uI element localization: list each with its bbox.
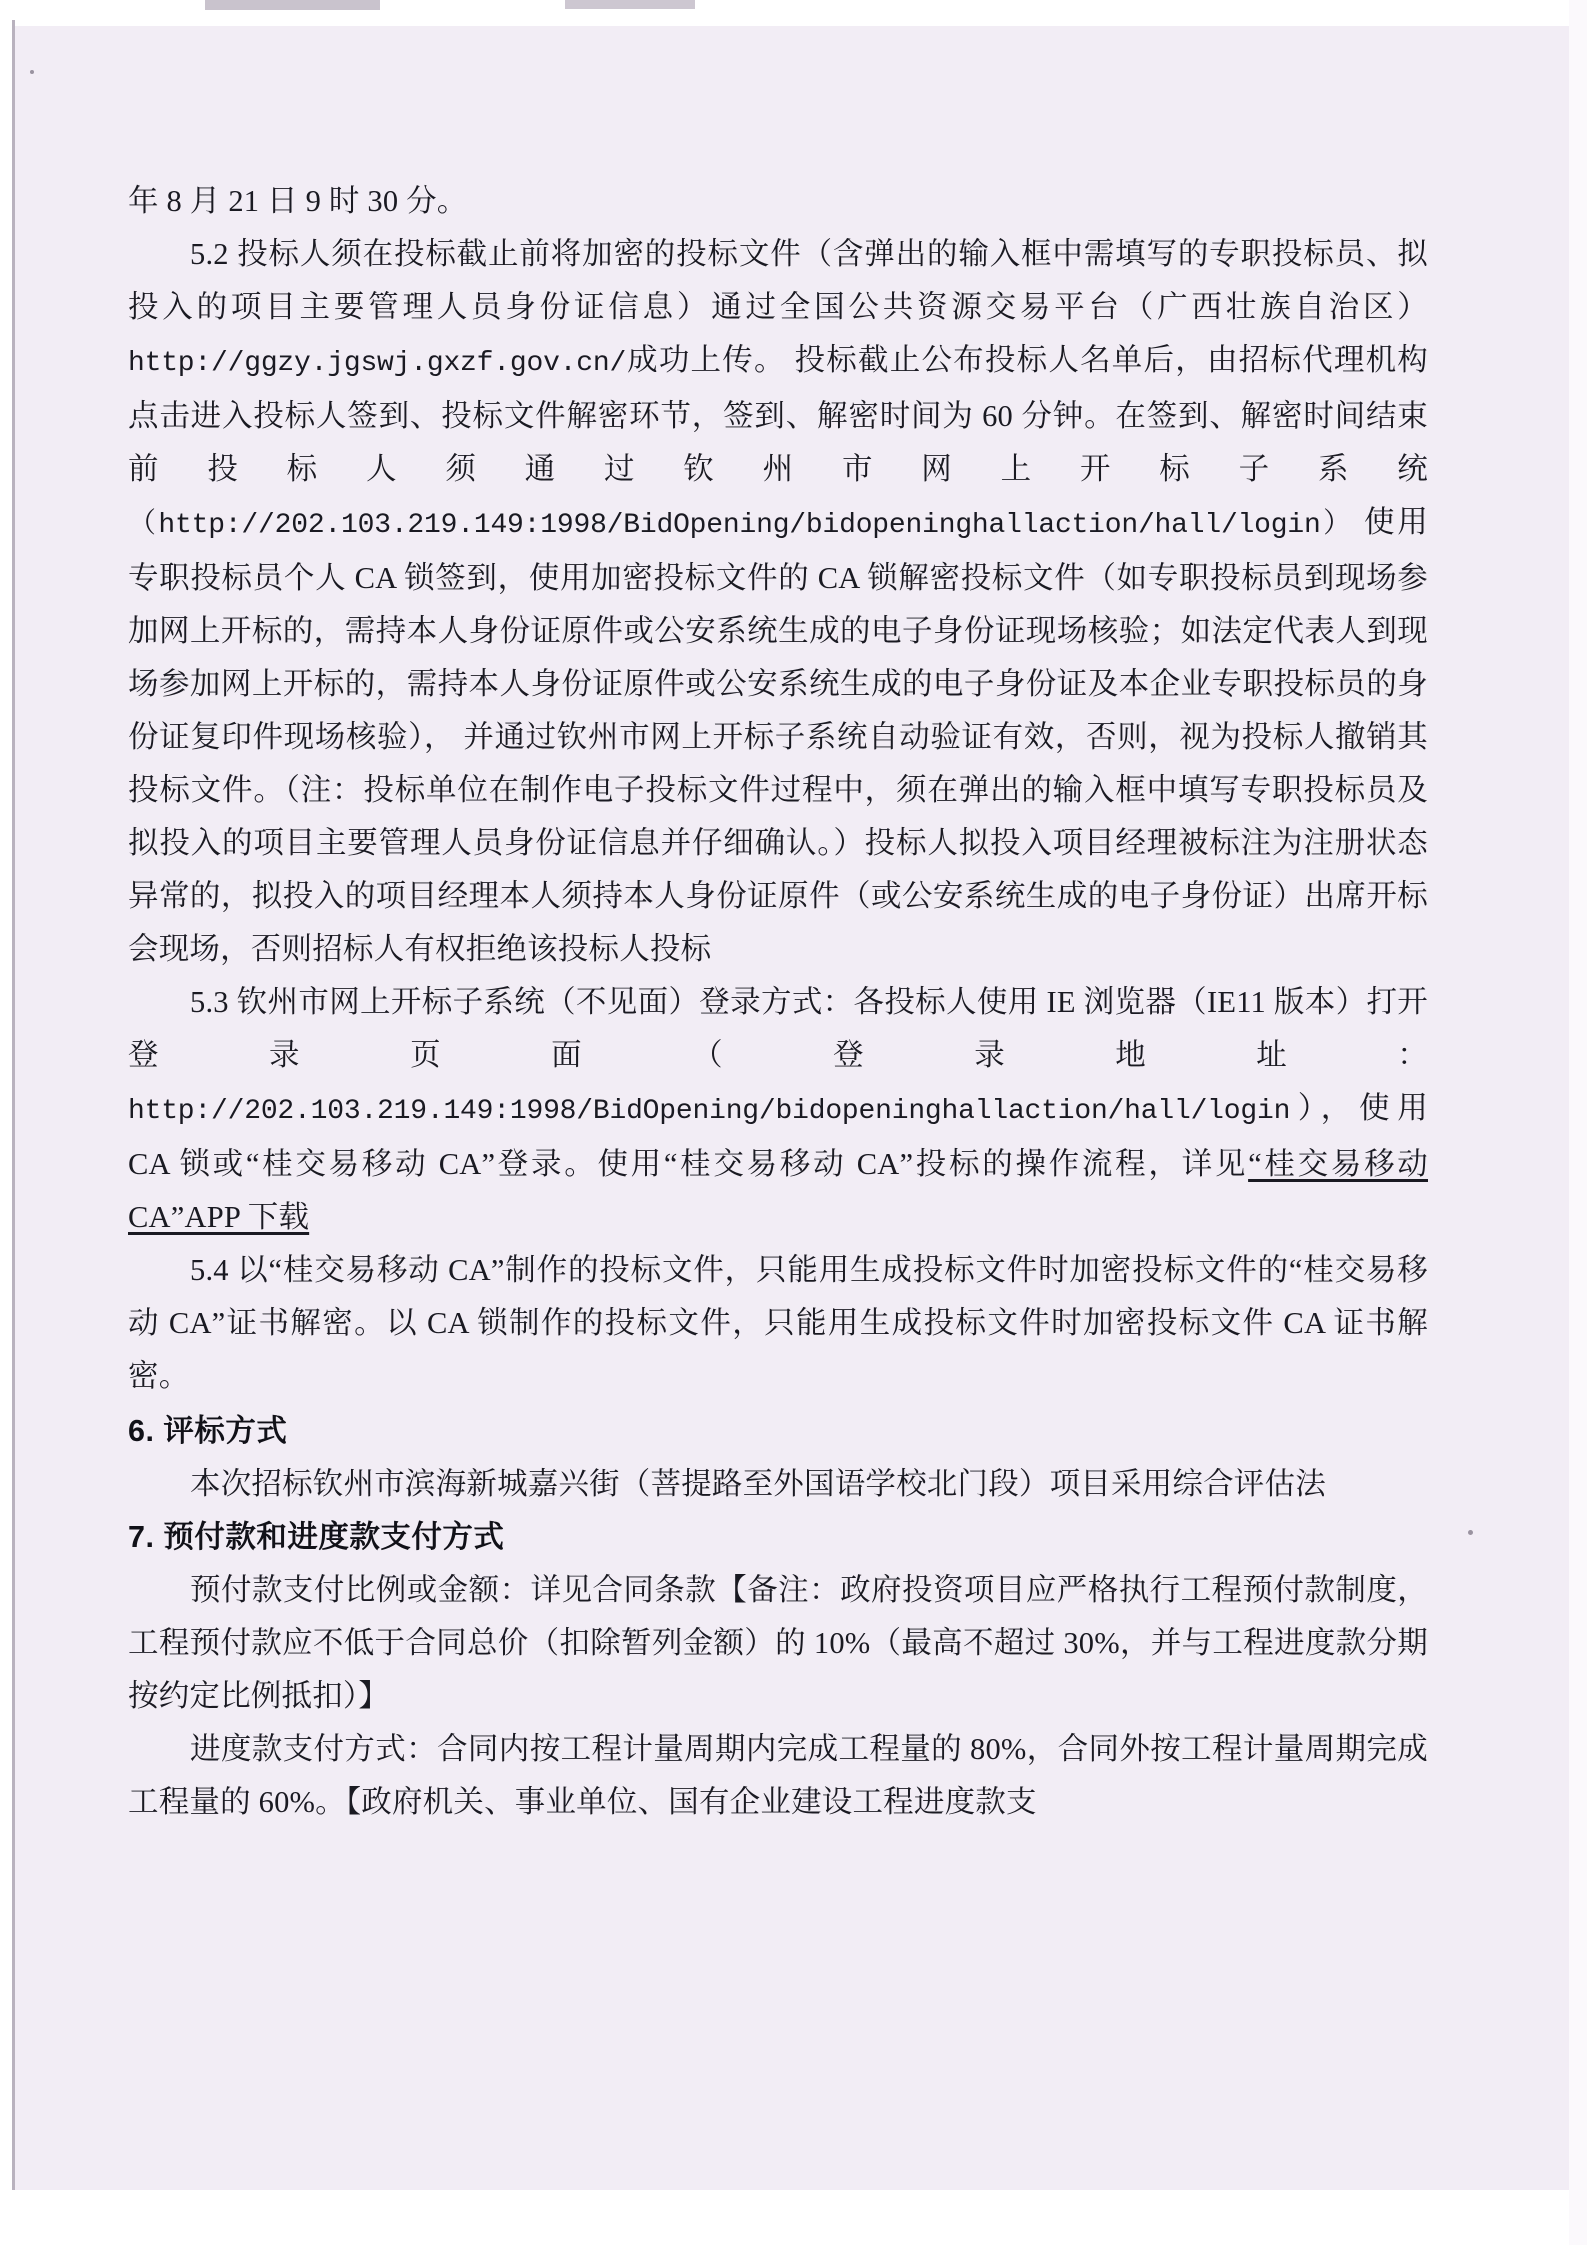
section-6-heading: 6. 评标方式 xyxy=(128,1414,288,1448)
scan-artifact-top-mid xyxy=(565,0,695,9)
document-body xyxy=(128,175,1428,1829)
section-7-body-2: 进度款支付方式：合同内按工程计量周期内完成工程量的 80%，合同外按工程计量周期完成工程量的 60%。【政府机关、事业单位、国有企业建设工程进度款支 xyxy=(128,1732,1428,1819)
clause-5-4-text: 5.4 以“桂交易移动 CA”制作的投标文件，只能用生成投标文件时加密投标文件的“桂交易移动 CA”证书解密。以 CA 锁制作的投标文件，只能用生成投标文件时加密投标文件 CA 证书解密。 xyxy=(128,1253,1428,1393)
clause-5-2 xyxy=(128,228,1428,976)
clause-5-2-text-b: 成功上传。 投标截止公布投标人名单后，由招标代理机构点击进入投标人签到、投标文件解密环节，签到、解密时间为 60 分钟。在签到、解密时间结束前投标人须通过钦州市网上开标子系统 xyxy=(128,343,1428,486)
section-7-heading: 7. 预付款和进度款支付方式 xyxy=(128,1520,505,1554)
clause-5-3 xyxy=(128,976,1428,1244)
scan-right-edge xyxy=(1569,0,1587,2245)
scan-speck xyxy=(30,70,34,74)
clause-5-2-text-a: 5.2 投标人须在投标截止前将加密的投标文件（含弹出的输入框中需填写的专职投标员、拟投入的项目主要管理人员身份证信息）通过全国公共资源交易平台（广西壮族自治区） xyxy=(128,237,1428,324)
clause-5-3-text-b: ），使用 CA 锁或“桂交易移动 CA”登录。使用“桂交易移动 CA”投标的操作流程，详见 xyxy=(128,1091,1428,1181)
login-url: http://202.103.219.149:1998/BidOpening/bidopeninghallaction/hall/login xyxy=(128,1096,1291,1127)
paragraph-text: 年 8 月 21 日 9 时 30 分。 xyxy=(128,184,468,218)
scan-binding-line xyxy=(12,20,15,2220)
scan-artifact-top-left xyxy=(205,0,380,10)
bidopening-url: （http://202.103.219.149:1998/BidOpening/bidopeninghallaction/hall/login） xyxy=(128,510,1354,541)
scan-speck xyxy=(1468,1530,1473,1535)
platform-url: http://ggzy.jgswj.gxzf.gov.cn/ xyxy=(128,348,627,379)
scan-bottom-edge xyxy=(0,2190,1587,2245)
clause-5-4 xyxy=(128,1244,1428,1403)
section-7-body-1: 预付款支付比例或金额：详见合同条款【备注：政府投资项目应严格执行工程预付款制度，工程预付款应不低于合同总价（扣除暂列金额）的 10%（最高不超过 30%，并与工程进度款分期按约定比例抵扣）】 xyxy=(128,1573,1428,1713)
paragraph-continued xyxy=(128,175,1428,228)
clause-5-3-text-a: 5.3 钦州市网上开标子系统（不见面）登录方式：各投标人使用 IE 浏览器（IE11 版本）打开登录页面（登录地址： xyxy=(128,985,1428,1072)
app-download-link[interactable]: “桂交易移动 CA”APP 下载 xyxy=(128,1147,1428,1234)
section-6-body: 本次招标钦州市滨海新城嘉兴街（菩提路至外国语学校北门段）项目采用综合评估法 xyxy=(190,1467,1326,1501)
clause-5-2-text-c: 使用专职投标员个人 CA 锁签到，使用加密投标文件的 CA 锁解密投标文件（如专职投标员到现场参加网上开标的，需持本人身份证原件或公安系统生成的电子身份证现场核验；如法定代表人到现场参加网上开标的，需持本人身份证原件或公安系统生成的电子身份证及本企业专职投标员的身份证复印件现场核验）， 并通过钦州市网上开标子系统自动验证有效，否则，视为投标人撤销其投标文件。（注：投标单位在制作电子投标文件过程中，须在弹出的输入框中填写专职投标员及拟投入的项目主要管理人员身份证信息并仔细确认。）投标人拟投入项目经理被标注为注册状态异常的，拟投入的项目经理本人须持本人身份证原件（或公安系统生成的电子身份证）出席开标会现场，否则招标人有权拒绝该投标人投标 xyxy=(128,505,1428,966)
